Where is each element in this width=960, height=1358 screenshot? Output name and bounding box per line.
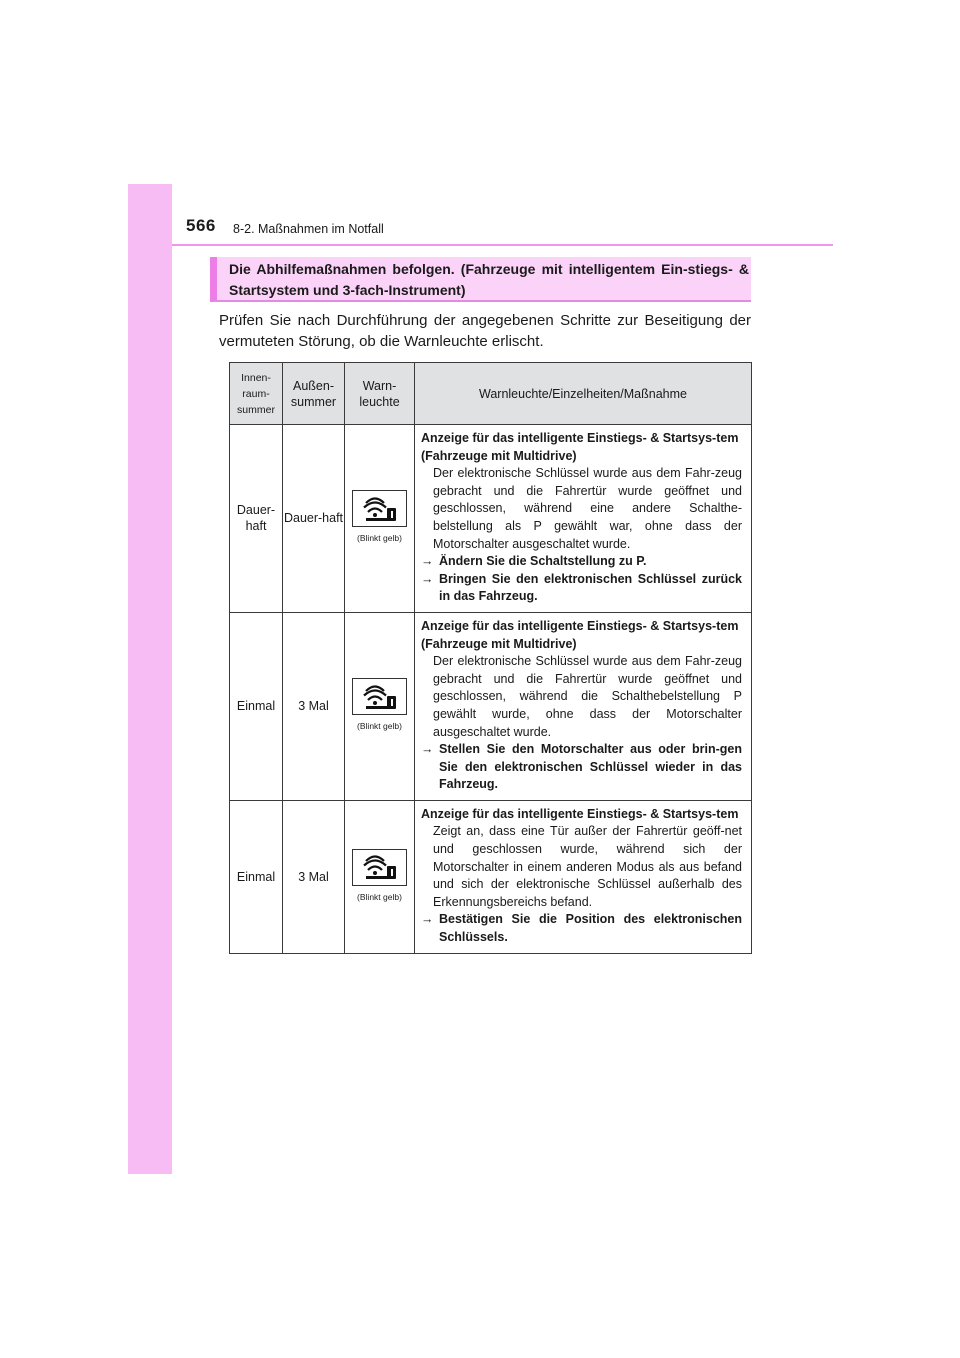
indicator-table: [229, 362, 752, 954]
inside-buzzer-cell: Dauer-haft: [230, 425, 283, 613]
details-cell: [415, 612, 752, 800]
details-cell: [415, 425, 752, 613]
callout-text: Die Abhilfemaßnahmen befolgen. (Fahrzeuge mit intelligentem Ein-stiegs- & Startsystem und 3-fach-Instrument): [229, 261, 749, 298]
outside-buzzer-cell: Dauer-haft: [283, 425, 345, 613]
header-details: Warnleuchte/Einzelheiten/Maßnahme: [415, 363, 752, 425]
key-signal-warning-icon: [352, 849, 407, 886]
action-item: → Ändern Sie die Schaltstellung zu P.: [421, 553, 742, 571]
inside-buzzer-cell: Einmal: [230, 612, 283, 800]
key-signal-warning-icon: [352, 678, 407, 715]
action-item: → Bestätigen Sie die Position des elektronischen Schlüssels.: [421, 912, 742, 945]
outside-buzzer-cell: 3 Mal: [283, 800, 345, 953]
chapter-side-tab: [128, 184, 172, 1174]
key-signal-warning-icon: [352, 490, 407, 527]
row-details: Der elektronische Schlüssel wurde aus dem Fahr-zeug gebracht und die Fahrertür wurde geöffnet und geschlossen, während eine andere Schalthe-belstellung als P gewählt war, ohne dass der Motorschalter ausgeschaltet wurde.: [433, 466, 742, 551]
header-outside-buzzer: Außen-summer: [283, 363, 345, 425]
arrow-icon: →: [421, 742, 434, 757]
row-title: Anzeige für das intelligente Einstiegs- & Startsys-tem: [421, 806, 739, 821]
details-cell: [415, 800, 752, 953]
arrow-icon: →: [421, 554, 434, 569]
outside-buzzer-cell: 3 Mal: [283, 612, 345, 800]
warning-light-cell: [345, 425, 415, 613]
table-row: [230, 800, 752, 953]
warning-light-cell: [345, 612, 415, 800]
lamp-caption: (Blinkt gelb): [357, 721, 402, 732]
row-details: Der elektronische Schlüssel wurde aus dem Fahr-zeug gebracht und die Fahrertür wurde geöffnet und geschlossen, während die Schalthebelstellung P gewählt wurde, ohne dass der Motorschalter ausgeschaltet wurde.: [433, 654, 742, 739]
callout-box: [210, 257, 751, 302]
lamp-caption: (Blinkt gelb): [357, 891, 402, 902]
table-row: [230, 612, 752, 800]
inside-buzzer-cell: Einmal: [230, 800, 283, 953]
arrow-icon: →: [421, 912, 434, 927]
action-item: → Stellen Sie den Motorschalter aus oder brin-gen Sie den elektronischen Schlüssel wieder in das Fahrzeug.: [421, 742, 742, 792]
intro-paragraph: Prüfen Sie nach Durchführung der angegebenen Schritte zur Beseitigung der vermuteten Störung, ob die Warnleuchte erlischt.: [219, 312, 751, 350]
section-title: 8-2. Maßnahmen im Notfall: [233, 222, 384, 236]
header-inside-buzzer: Innen-raum-summer: [230, 363, 283, 425]
header-rule: [172, 244, 833, 246]
row-title: Anzeige für das intelligente Einstiegs- & Startsys-tem (Fahrzeuge mit Multidrive): [421, 431, 739, 463]
warning-light-cell: [345, 800, 415, 953]
table-header-row: [230, 363, 752, 425]
row-details: Zeigt an, dass eine Tür außer der Fahrertür geöff-net und geschlossen wurde, während sich der Motorschalter in einem anderen Modus als aus befand und sich der elektronische Schlüssel außerhalb des Erkennungsbereichs befand.: [433, 824, 742, 909]
page-number: 566: [186, 216, 216, 235]
lamp-caption: (Blinkt gelb): [357, 533, 402, 544]
action-item: → Bringen Sie den elektronischen Schlüssel zurück in das Fahrzeug.: [421, 571, 742, 604]
header-warning-light: Warn-leuchte: [345, 363, 415, 425]
table-row: [230, 425, 752, 613]
arrow-icon: →: [421, 571, 434, 586]
row-title: Anzeige für das intelligente Einstiegs- & Startsys-tem (Fahrzeuge mit Multidrive): [421, 618, 739, 651]
